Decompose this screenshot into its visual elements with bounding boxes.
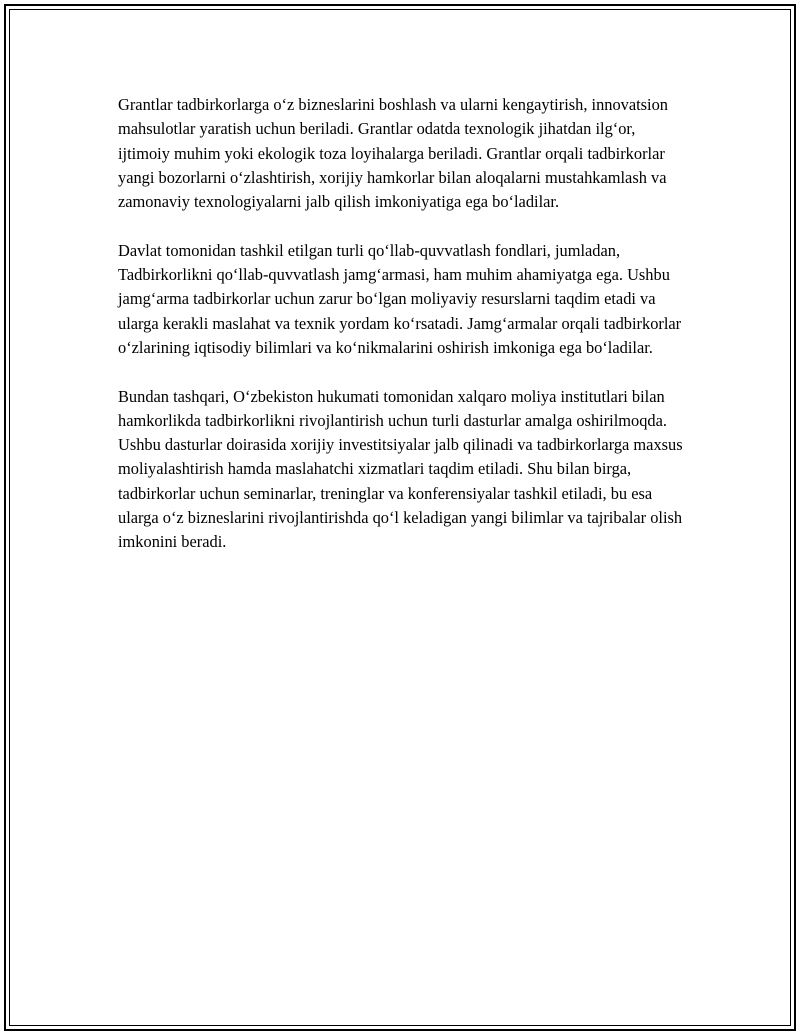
paragraph-international-programs: Bundan tashqari, O‘zbekiston hukumati tomonidan xalqaro moliya institutlari bilan hamkorlikda tadbirkorlikni rivojlantirish uchun turli dasturlar amalga oshirilmoqda. Ushbu dasturlar doirasida xorijiy investitsiyalar jalb qilinadi va tadbirkorlarga maxsus moliyalashtirish hamda maslahatchi xizmatlari taqdim etiladi. Shu bilan birga, tadbirkorlar uchun seminarlar, treninglar va konferensiyalar tashkil etiladi, bu esa ularga o‘z bizneslarini rivojlantirishda qo‘l keladigan yangi bilimlar va tajribalar olish imkonini beradi.	[118, 386, 683, 552]
document-body	[118, 93, 690, 579]
paragraph-support-funds: Davlat tomonidan tashkil etilgan turli qo‘llab-quvvatlash fondlari, jumladan, Tadbirkorlikni qo‘llab-quvvatlash jamg‘armasi, ham muhim ahamiyatga ega. Ushbu jamg‘arma tadbirkorlar uchun zarur bo‘lgan moliyaviy resurslarni taqdim etadi va ularga kerakli maslahat va texnik yordam ko‘rsatadi. Jamg‘armalar orqali tadbirkorlar o‘zlarining iqtisodiy bilimlari va ko‘nikmalarini oshirish imkoniga ega bo‘ladilar.	[118, 240, 682, 357]
paragraph-grants: Grantlar tadbirkorlarga o‘z bizneslarini boshlash va ularni kengaytirish, innovatsion mahsulotlar yaratish uchun beriladi. Grantlar odatda texnologik jihatdan ilg‘or, ijtimoiy muhim yoki ekologik toza loyihalarga beriladi. Grantlar orqali tadbirkorlar yangi bozorlarni o‘zlashtirish, xorijiy hamkorlar bilan aloqalarni mustahkamlash va zamonaviy texnologiyalarni jalb qilish imkoniyatiga ega bo‘ladilar.	[118, 95, 668, 212]
